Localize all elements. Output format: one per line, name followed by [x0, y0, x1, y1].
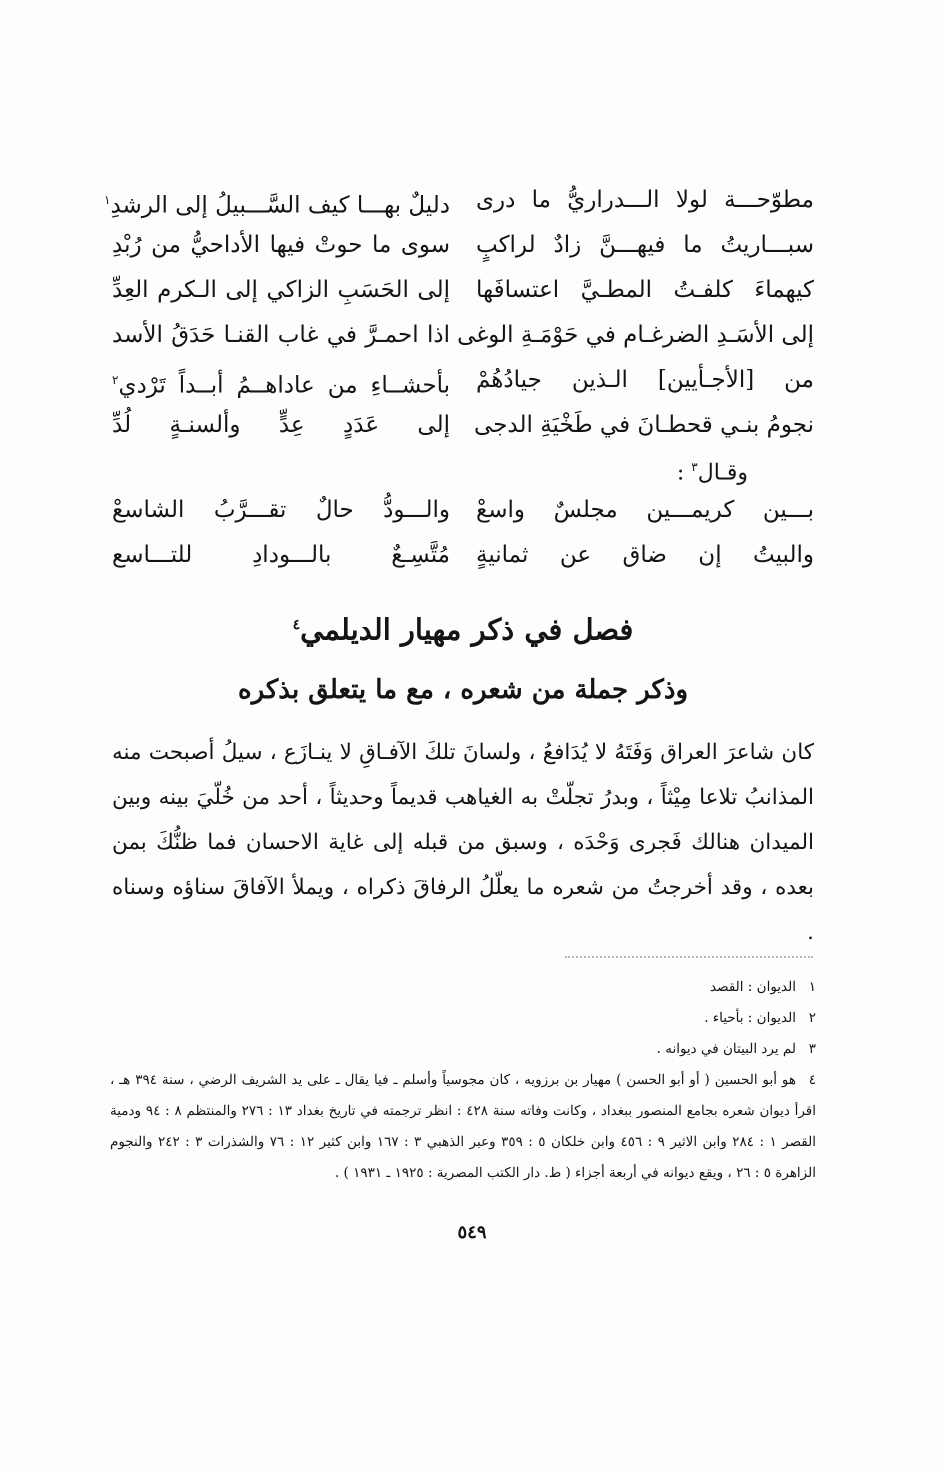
footnote-marker: ٤ — [292, 617, 301, 633]
verse-second-hemistich: مُتَّسِـعٌ بالـــودادِ للتـــاسع — [112, 542, 450, 568]
verse-first-hemistich: كيهماءَ كلفـتُ المطـيَّ اعتسافَها — [476, 277, 814, 303]
footnote-number: ١ — [808, 979, 816, 995]
footnote-item — [110, 1065, 816, 1189]
verse-first-hemistich: بـــين كريمـــين مجلسٌ واسعْ — [476, 497, 814, 523]
poem-verses-first — [104, 178, 814, 448]
footnote-marker: ١ — [104, 193, 111, 207]
verse-second-hemistich: بأحشــاءِ من عاداهــمُ أبــداً تَرْدي$^٢$ — [112, 372, 450, 399]
verse-line — [112, 268, 814, 313]
verse-first-hemistich: نجومُ بنـي قحطـانَ في طَخْيَةِ الدجى — [474, 412, 814, 438]
footnote-number: ٢ — [808, 1010, 816, 1026]
footnote-item — [110, 1003, 816, 1034]
poem-intro — [448, 450, 748, 490]
footnote-item — [110, 972, 816, 1003]
footnote-marker: ٢ — [112, 373, 119, 387]
footnote-marker: ٣ — [691, 460, 698, 474]
footnote-number: ٤ — [808, 1072, 816, 1088]
footnote-item — [110, 1034, 816, 1065]
footnote-text: هو أبو الحسين ( أو أبو الحسن ) مهيار بن برزويه ، كان مجوسياً وأسلم ـ فيا يقال ـ على يد الشريف الرضي ، سنة ٣٩٤ هـ ، اقرأ ديوان شعره بجامع المنصور ببغداد ، وكانت وفاته سنة ٤٢٨ : انظر ترجمته في تاريخ بغداد ١٣ : ٢٧٦ والمنتظم ٨ : ٩٤ ودمية القصر ١ : ٢٨٤ وابن الاثير ٩ : ٤٥٦ وابن خلكان ٥ : ٣٥٩ وعبر الذهبي ٣ : ١٦٧ وابن كثير ١٢ : ٧٦ والشذرات ٣ : ٢٤٢ والنجوم الزاهرة ٥ : ٢٦ ، ويقع ديوانه في أربعة أجزاء ( ط. دار الكتب المصرية : ١٩٢٥ ـ ١٩٣١ ) . — [110, 1072, 817, 1181]
intro-text: وقـال — [697, 460, 748, 486]
verse-second-hemistich: إلى الحَسَبِ الزاكي إلى الـكرم العِدِّ — [112, 277, 450, 303]
footnote-text: الديوان : بأحياء . — [704, 1010, 796, 1026]
intro-colon: : — [676, 460, 685, 486]
verse-second-hemistich: دليلٌ بهـــا كيف السَّـــبيلُ إلى الرشدِ$^١$ — [104, 192, 450, 219]
section-subtitle: وذكر جملة من شعره ، مع ما يتعلق بذكره — [237, 675, 689, 705]
verse-second-hemistich: سوى ما حوتْ فيها الأداحيُّ من رُبْدِ — [112, 232, 450, 258]
body-paragraph — [112, 730, 814, 955]
footnote-separator — [565, 956, 813, 958]
verse-first-hemistich: سبـــاريتُ ما فيهـــنَّ زادٌ لراكبٍ — [476, 232, 814, 258]
verse-line — [112, 223, 814, 268]
verse-line — [112, 313, 814, 358]
page-number: ٥٤٩ — [457, 1222, 487, 1243]
footnote-number: ٣ — [808, 1041, 816, 1057]
verse-second-hemistich: إلى عَدَدٍ عِدٍّ وألسنـةٍ لُدِّ — [112, 412, 450, 438]
verse-line — [112, 488, 814, 533]
verse-line — [112, 403, 814, 448]
verse-line — [112, 533, 814, 578]
section-title: فصل في ذكر مهيار الديلمي$^٤$ — [292, 612, 634, 647]
footnote-text: الديوان : القصد — [710, 979, 796, 995]
verse-line — [112, 358, 814, 403]
verse-second-hemistich: والـــودُّ حالٌ تقـــرَّبُ الشاسعْ — [112, 497, 450, 523]
poem-verses-second — [112, 488, 814, 578]
verse-line — [104, 178, 814, 223]
verse-second-hemistich: اذا احمـرَّ في غاب القنـا حَدَقُ الأسد — [112, 322, 450, 348]
verse-first-hemistich: إلى الأسَـدِ الضرغـام في حَوْمَـةِ الوغى — [457, 322, 814, 348]
verse-first-hemistich: من [الأجـأيين] الـذين جيادُهُمْ — [476, 367, 814, 393]
footnote-text: لم يرد البيتان في ديوانه . — [656, 1041, 796, 1057]
footnotes — [110, 972, 816, 1189]
verse-first-hemistich: مطوّحـــة لولا الـــدراريُّ ما درى — [476, 187, 814, 213]
paragraph-text: كان شاعرَ العراق وَفَتَهُ لا يُدَافعُ ، ولسانَ تلكَ الآفـاقِ لا ينـازَع ، سيلُ أصبحت منه المذانبُ تلاعا مِيْثاً ، وبدرُ تجلّتْ به الغياهب قديماً وحديثاً ، أحد من خُلّيَ بينه وبين الميدان هنالك فَجرى وَحْدَه ، وسبق من قبله إلى غاية الاحسان فما ظنُّكَ بمن بعده ، وقد أخرجتُ من شعره ما يعلّلُ الرفاقَ ذكراه ، ويملأ الآفاقَ سناؤه وسناه . — [112, 740, 814, 945]
verse-first-hemistich: والبيتُ إن ضاق عن ثمانيةٍ — [476, 542, 814, 568]
